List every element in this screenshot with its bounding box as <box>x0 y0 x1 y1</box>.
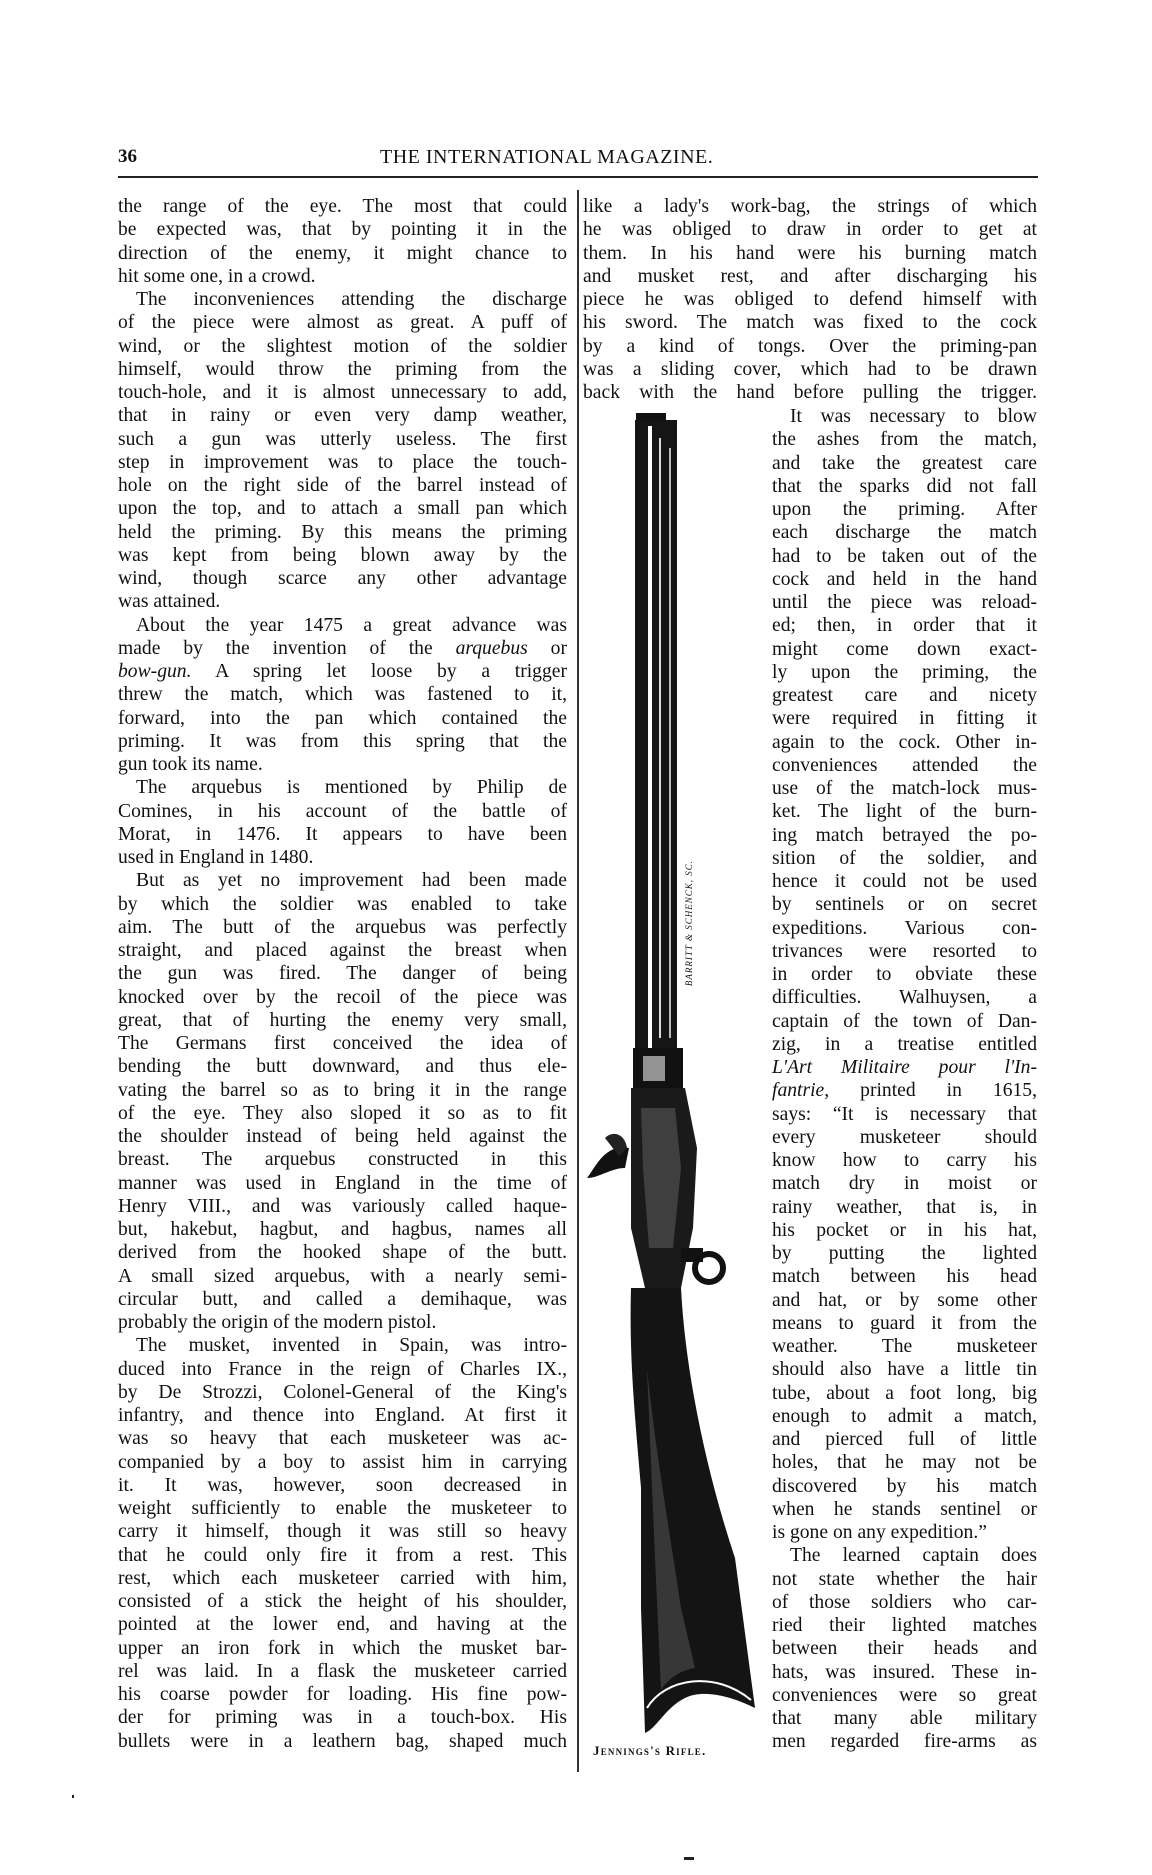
text-line: hole on the right side of the barrel instead of <box>118 475 567 496</box>
text-line: zig, in a treatise entitled <box>772 1033 1037 1055</box>
text-line: But as yet no improvement had been made <box>136 870 567 892</box>
text-line: of the piece were almost as great. A puff of <box>118 312 567 334</box>
text-line: of those soldiers who car- <box>772 1591 1037 1613</box>
right-column-wrapped-text <box>772 405 1037 1754</box>
text-line: between their heads and <box>772 1638 1037 1660</box>
text-line: the ashes from the match, <box>772 429 1037 451</box>
text-line: that he could only fire it from a rest. This <box>118 1544 567 1566</box>
text-line: ried their lighted matches <box>772 1615 1037 1636</box>
text-line: L'Art Militaire pour l'In- <box>772 1057 1037 1078</box>
text-line: Henry VIII., and was variously called haque- <box>118 1195 567 1217</box>
text-line: breast. The arquebus constructed in this <box>118 1149 567 1171</box>
print-speck <box>684 1857 694 1860</box>
text-line: was attained. <box>118 591 221 613</box>
text-line: manner was used in England in the time of <box>118 1172 567 1194</box>
text-line: derived from the hooked shape of the butt. <box>118 1242 567 1264</box>
text-line: ed; then, in order that it <box>772 615 1037 637</box>
text-line: expeditions. Various con- <box>772 917 1037 939</box>
text-line: and musket rest, and after discharging his <box>583 265 1037 287</box>
text-line: consisted of a stick the height of his shoulder, <box>118 1591 567 1612</box>
text-line: and hat, or by some other <box>772 1289 1037 1311</box>
text-line: The inconveniences attending the discharge <box>136 289 567 310</box>
text-line: his pocket or in his hat, <box>772 1219 1037 1241</box>
text-line: himself, would throw the priming from the <box>118 358 567 380</box>
text-line: each discharge the match <box>772 522 1037 544</box>
left-column <box>118 195 567 1753</box>
text-line: by a kind of tongs. Over the priming-pan <box>583 335 1037 357</box>
text-line: carry it himself, though it was still so heavy <box>118 1521 567 1543</box>
text-line: sition of the soldier, and <box>772 847 1037 869</box>
text-line: had to be taken out of the <box>772 545 1037 567</box>
text-line: was so heavy that each musketeer was ac- <box>118 1428 567 1450</box>
text-line: that in rainy or even very damp weather, <box>118 405 567 427</box>
text-line: step in improvement was to place the touch- <box>118 451 567 473</box>
engraver-credit: BARRITT & SCHENCK, SC. <box>684 860 694 987</box>
text-line: match between his head <box>772 1266 1037 1288</box>
text-line: great, that of hurting the enemy very small, <box>118 1009 567 1031</box>
text-line: he was obliged to draw in order to get at <box>583 219 1037 241</box>
text-line: not state whether the hair <box>772 1568 1037 1590</box>
text-line: knocked over by the recoil of the piece was <box>118 986 567 1008</box>
text-line: It was necessary to blow <box>790 406 1037 427</box>
text-line: direction of the enemy, it might chance to <box>118 242 567 264</box>
text-line: ly upon the priming, the <box>772 661 1037 683</box>
text-line: bullets were in a leathern bag, shaped much <box>118 1730 567 1752</box>
text-line: forward, into the pan which contained the <box>118 707 567 729</box>
text-line: might come down exact- <box>772 638 1037 660</box>
text-line: straight, and placed against the breast when <box>118 940 567 961</box>
text-line: vating the barrel so as to bring it in the range <box>118 1079 567 1101</box>
text-line: discovered by his match <box>772 1475 1037 1497</box>
text-line: upon the priming. After <box>772 499 1037 520</box>
text-line: infantry, and thence into England. At first it <box>118 1405 567 1426</box>
text-line: captain of the town of Dan- <box>772 1010 1037 1032</box>
text-line: the gun was fired. The danger of being <box>118 963 567 985</box>
text-line: ket. The light of the burn- <box>772 801 1037 823</box>
text-line: weather. The musketeer <box>772 1336 1037 1357</box>
text-line: were required in fitting it <box>772 708 1037 730</box>
text-line: such a gun was utterly useless. The first <box>118 428 567 450</box>
text-line: by sentinels or on secret <box>772 894 1037 916</box>
text-line: be expected was, that by pointing it in the <box>118 219 567 241</box>
text-line: know how to carry his <box>772 1150 1037 1171</box>
text-line: when he stands sentinel or <box>772 1498 1037 1520</box>
text-line: wind, though scarce any other advantage <box>118 568 567 589</box>
running-header-title: THE INTERNATIONAL MAGAZINE. <box>380 146 714 168</box>
column-divider <box>577 190 579 1772</box>
page-number: 36 <box>118 146 137 167</box>
text-line: piece he was obliged to defend himself with <box>583 289 1037 310</box>
text-line: duced into France in the reign of Charles IX., <box>118 1358 567 1380</box>
text-line: touch-hole, and it is almost unnecessary to add, <box>118 382 567 403</box>
text-line: rest, which each musketeer carried with him, <box>118 1567 567 1589</box>
text-line: the shoulder instead of being held against the <box>118 1126 567 1147</box>
text-line: rel was laid. In a flask the musketeer carried <box>118 1660 567 1682</box>
text-line: About the year 1475 a great advance was <box>136 614 567 636</box>
text-line: pointed at the lower end, and having at the <box>118 1614 567 1636</box>
figure-caption: Jennings's Rifle. <box>593 1743 707 1758</box>
text-line: by which the soldier was enabled to take <box>118 893 567 915</box>
text-line: until the piece was reload- <box>772 592 1037 613</box>
text-line: conveniences were so great <box>772 1684 1037 1706</box>
text-line: der for priming was in a touch-box. His <box>118 1707 567 1729</box>
text-line: circular butt, and called a demihaque, was <box>118 1288 567 1310</box>
text-line: says: “It is necessary that <box>772 1103 1037 1125</box>
text-line: by putting the lighted <box>772 1243 1037 1264</box>
text-line: of the eye. They also sloped it so as to fit <box>118 1102 567 1124</box>
text-line: made by the invention of the arquebus or <box>118 637 567 659</box>
text-line: rainy weather, that is, in <box>772 1196 1037 1218</box>
text-line: his coarse powder for loading. His fine pow- <box>118 1684 567 1705</box>
text-line: The Germans first conceived the idea of <box>118 1033 567 1054</box>
text-line: bending the butt downward, and thus ele- <box>118 1056 567 1078</box>
text-line: enough to admit a match, <box>772 1405 1037 1427</box>
text-line: in order to obviate these <box>772 964 1037 985</box>
text-line: hit some one, in a crowd. <box>118 265 316 287</box>
rifle-engraving-icon <box>585 408 765 1738</box>
text-line: fantrie, printed in 1615, <box>772 1080 1037 1102</box>
text-line: upper an iron fork in which the musket bar- <box>118 1637 567 1659</box>
text-line: aim. The butt of the arquebus was perfectly <box>118 916 567 938</box>
right-column-top <box>583 195 1037 404</box>
text-line: but, hakebut, hagbut, and hagbus, names all <box>118 1219 567 1240</box>
text-line: and take the greatest care <box>772 452 1037 474</box>
text-line: holes, that he may not be <box>772 1452 1037 1474</box>
text-line: The learned captain does <box>790 1545 1037 1567</box>
text-line: was kept from being blown away by the <box>118 544 567 566</box>
text-line: was a sliding cover, which had to be drawn <box>583 358 1037 380</box>
text-line: held the priming. By this means the priming <box>118 521 567 543</box>
text-line: bow-gun. A spring let loose by a trigger <box>118 661 567 682</box>
text-line: A small sized arquebus, with a nearly semi- <box>118 1265 567 1287</box>
text-line: greatest care and nicety <box>772 685 1037 706</box>
header-rule <box>118 176 1038 178</box>
text-line: is gone on any expedition.” <box>772 1522 987 1543</box>
text-line: difficulties. Walhuysen, a <box>772 987 1037 1009</box>
text-line: companied by a boy to assist him in carrying <box>118 1451 567 1473</box>
text-line: conveniences attended the <box>772 754 1037 776</box>
print-speck <box>72 1795 74 1798</box>
text-line: The arquebus is mentioned by Philip de <box>136 777 567 799</box>
text-line: and pierced full of little <box>772 1429 1037 1450</box>
text-line: wind, or the slightest motion of the soldier <box>118 335 567 357</box>
text-line: trivances were resorted to <box>772 940 1037 962</box>
text-line: men regarded fire-arms as <box>772 1731 1037 1753</box>
text-line: used in England in 1480. <box>118 847 314 868</box>
text-line: cock and held in the hand <box>772 568 1037 590</box>
text-line: that many able military <box>772 1708 1037 1729</box>
text-line: that the sparks did not fall <box>772 475 1037 497</box>
text-line: priming. It was from this spring that the <box>118 730 567 752</box>
text-line: ing match betrayed the po- <box>772 824 1037 846</box>
text-line: Comines, in his account of the battle of <box>118 800 567 822</box>
text-line: Morat, in 1476. It appears to have been <box>118 823 567 845</box>
text-line: again to the cock. Other in- <box>772 731 1037 753</box>
text-line: The musket, invented in Spain, was intro- <box>136 1335 567 1357</box>
text-line: tube, about a foot long, big <box>772 1382 1037 1404</box>
text-line: match dry in moist or <box>772 1173 1037 1195</box>
text-line: use of the match-lock mus- <box>772 778 1037 799</box>
text-line: threw the match, which was fastened to it, <box>118 684 567 706</box>
text-line: hence it could not be used <box>772 871 1037 892</box>
text-line: probably the origin of the modern pistol. <box>118 1312 437 1333</box>
text-line: by De Strozzi, Colonel-General of the King's <box>118 1381 567 1403</box>
text-line: every musketeer should <box>772 1126 1037 1148</box>
text-line: gun took its name. <box>118 754 263 775</box>
text-line: upon the top, and to attach a small pan which <box>118 498 567 520</box>
text-line: should also have a little tin <box>772 1359 1037 1381</box>
text-line: like a lady's work-bag, the strings of which <box>583 196 1037 217</box>
text-line: hats, was insured. These in- <box>772 1661 1037 1683</box>
text-line: his sword. The match was fixed to the cock <box>583 312 1037 334</box>
text-line: weight sufficiently to enable the musketeer to <box>118 1498 567 1519</box>
text-line: them. In his hand were his burning match <box>583 242 1037 264</box>
text-line: back with the hand before pulling the trigger. <box>583 382 1037 403</box>
text-line: the range of the eye. The most that could <box>118 196 567 217</box>
text-line: it. It was, however, soon decreased in <box>118 1474 567 1496</box>
text-line: means to guard it from the <box>772 1312 1037 1334</box>
